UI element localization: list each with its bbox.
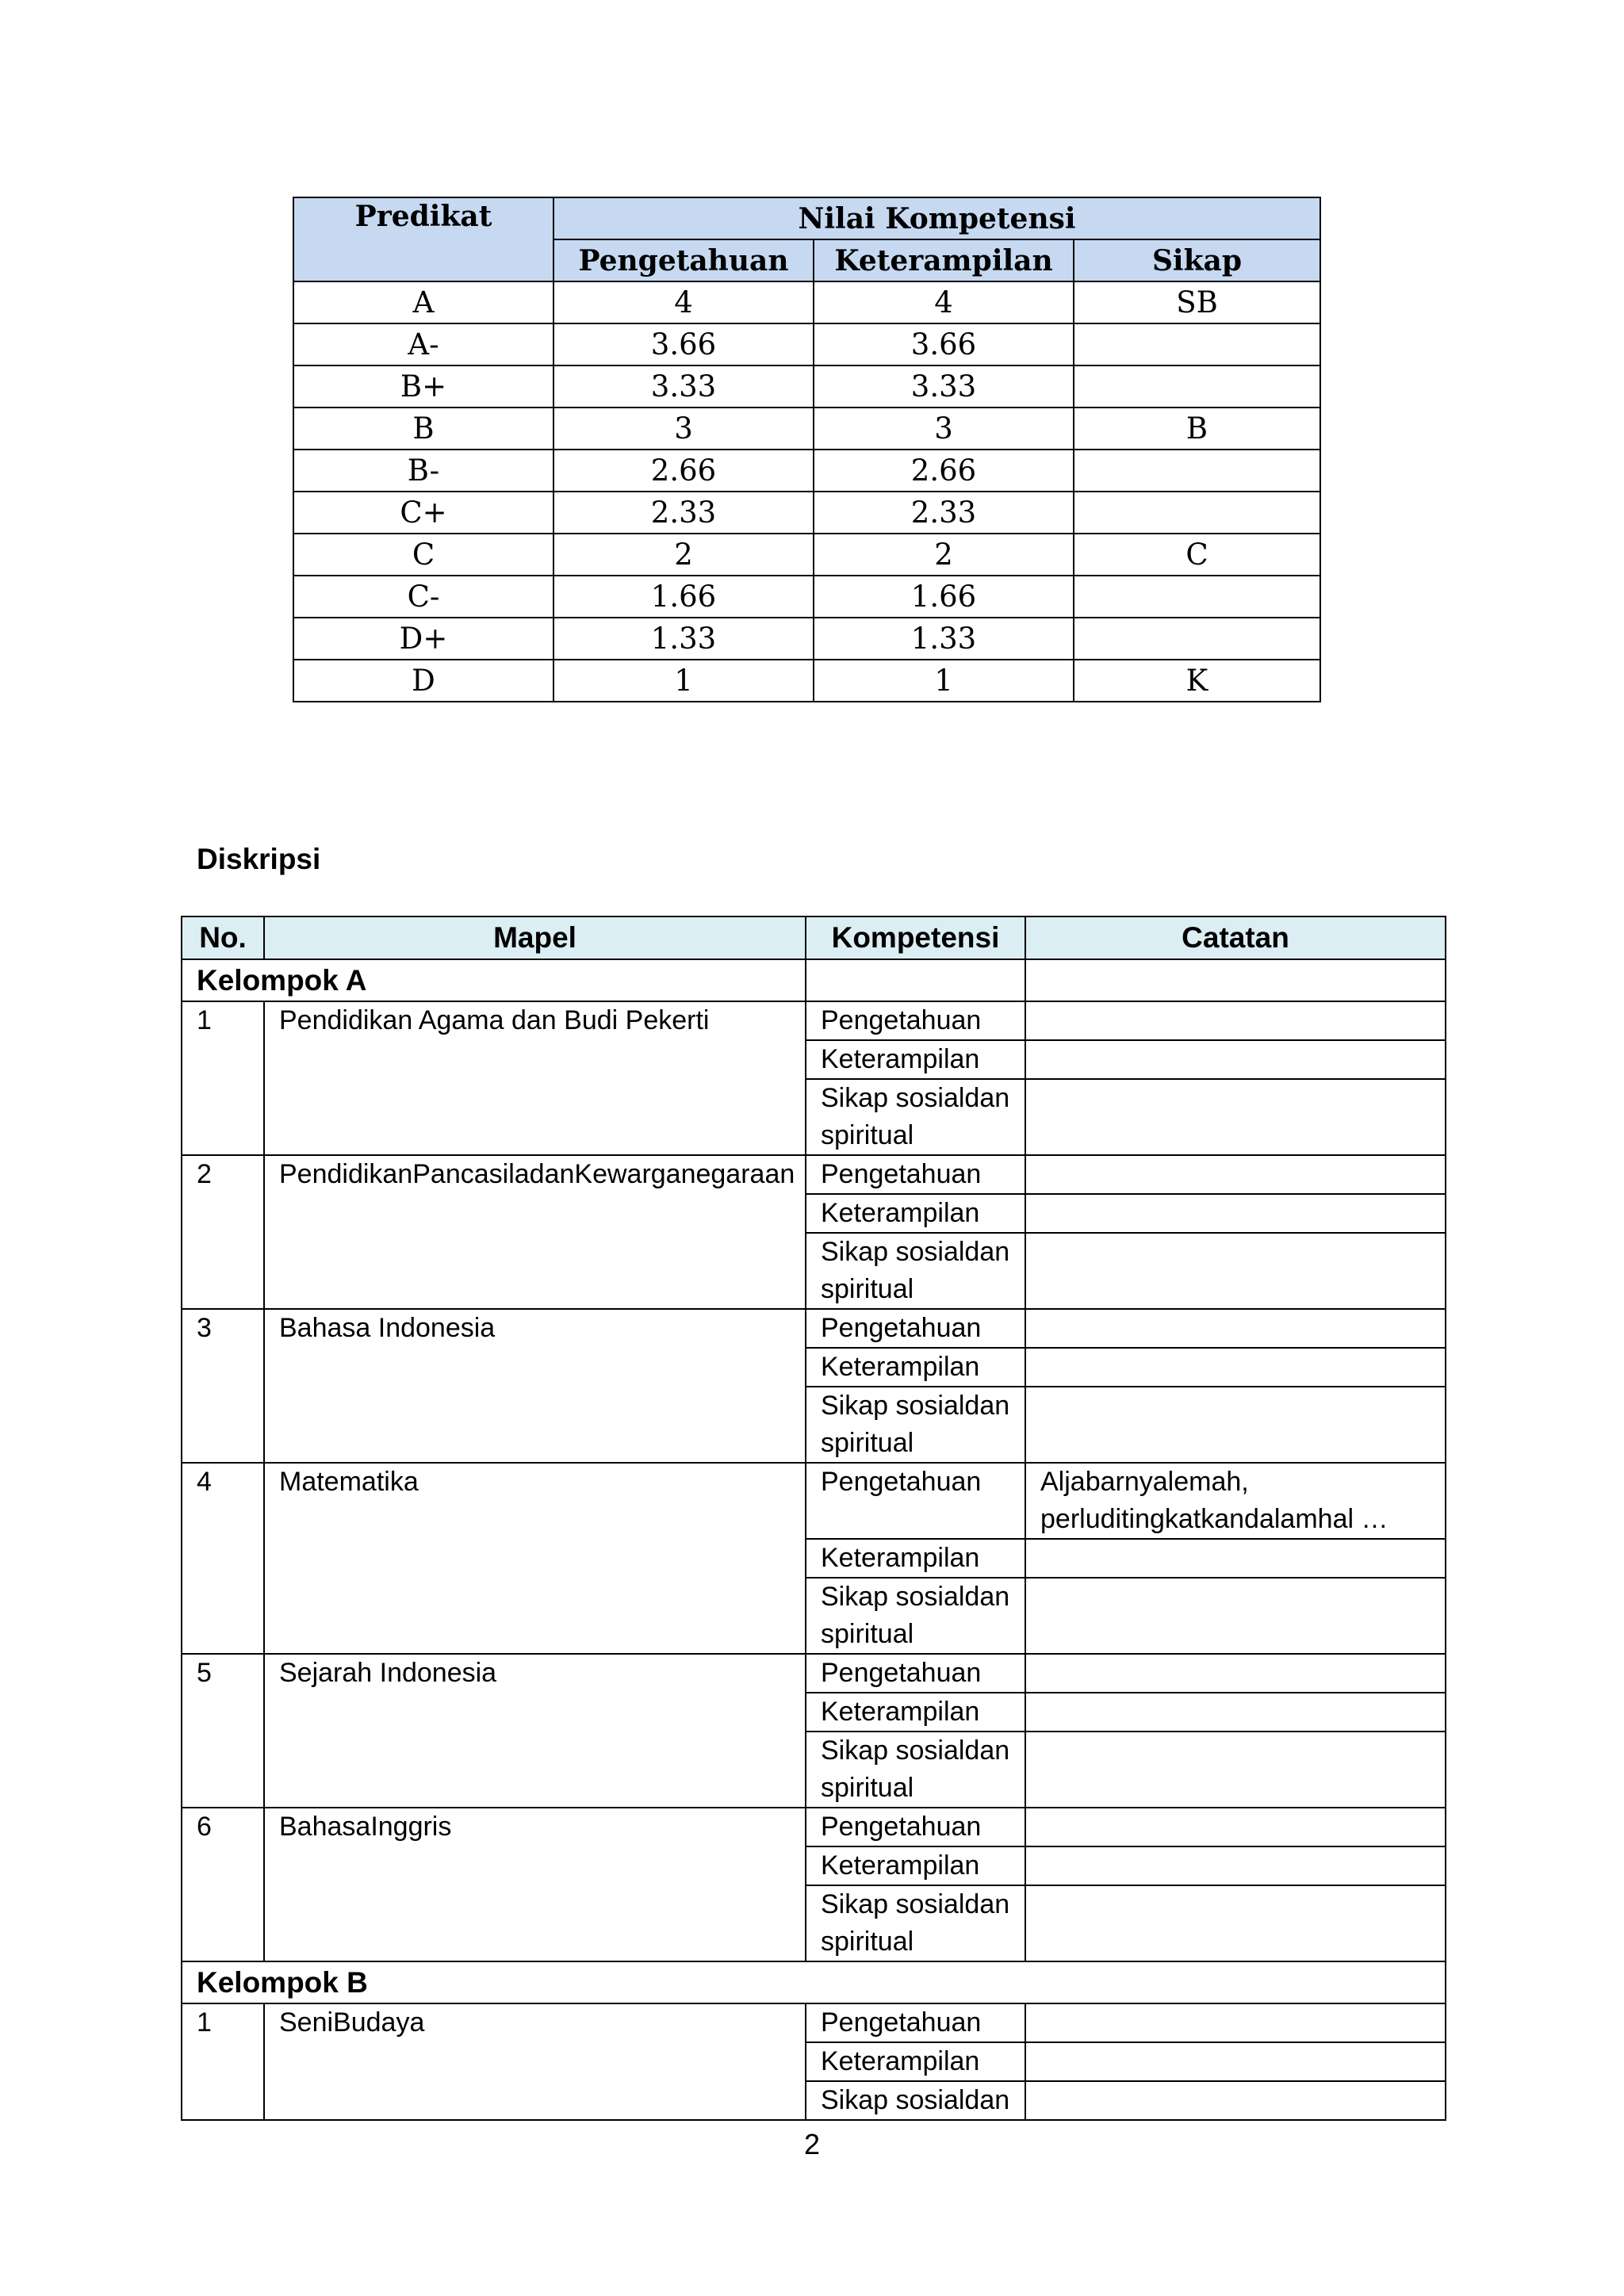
page-number: 2	[803, 2128, 821, 2160]
catatan-cell	[1025, 2042, 1446, 2081]
predikat-cell-keterampilan: 1	[814, 660, 1074, 702]
kompetensi-cell: Keterampilan	[806, 2042, 1025, 2081]
no-header: No.	[182, 916, 264, 959]
subject-name: Bahasa Indonesia	[264, 1309, 806, 1463]
catatan-cell	[1025, 2081, 1446, 2120]
subject-name: Sejarah Indonesia	[264, 1654, 806, 1808]
catatan-cell	[1025, 1387, 1446, 1463]
diskripsi-table-body	[182, 959, 1446, 2120]
catatan-cell	[1025, 1578, 1446, 1654]
subject-number: 6	[182, 1808, 264, 1961]
predikat-cell-sikap	[1074, 576, 1320, 618]
predikat-cell-sikap	[1074, 365, 1320, 408]
keterampilan-header: Keterampilan	[814, 239, 1074, 281]
group-empty-catatan	[1025, 959, 1446, 1001]
predikat-cell-predikat: A	[293, 281, 553, 323]
predikat-row	[293, 408, 1320, 450]
predikat-cell-keterampilan: 2.66	[814, 450, 1074, 492]
predikat-cell-sikap: C	[1074, 534, 1320, 576]
nilai-kompetensi-header: Nilai Kompetensi	[553, 197, 1320, 239]
sikap-header: Sikap	[1074, 239, 1320, 281]
predikat-header: Predikat	[293, 197, 553, 281]
catatan-cell	[1025, 1348, 1446, 1387]
predikat-row	[293, 281, 1320, 323]
predikat-cell-sikap	[1074, 492, 1320, 534]
kompetensi-cell: Sikap sosialdan spiritual	[806, 1079, 1025, 1155]
predikat-cell-pengetahuan: 2.33	[553, 492, 814, 534]
predikat-cell-predikat: A-	[293, 323, 553, 365]
predikat-cell-sikap	[1074, 618, 1320, 660]
kompetensi-cell: Keterampilan	[806, 1194, 1025, 1233]
table-row	[182, 1155, 1446, 1194]
catatan-cell	[1025, 1732, 1446, 1808]
catatan-cell	[1025, 1808, 1446, 1846]
predikat-cell-sikap: K	[1074, 660, 1320, 702]
predikat-cell-predikat: B	[293, 408, 553, 450]
group-row	[182, 1961, 1446, 2003]
kompetensi-cell: Pengetahuan	[806, 1808, 1025, 1846]
predikat-cell-pengetahuan: 3.66	[553, 323, 814, 365]
group-label: Kelompok A	[182, 959, 806, 1001]
predikat-cell-pengetahuan: 1	[553, 660, 814, 702]
catatan-cell	[1025, 1194, 1446, 1233]
predikat-cell-sikap: B	[1074, 408, 1320, 450]
kompetensi-cell: Sikap sosialdan spiritual	[806, 1387, 1025, 1463]
group-label: Kelompok B	[182, 1961, 1446, 2003]
subject-name: PendidikanPancasiladanKewarganegaraan	[264, 1155, 806, 1309]
subject-name: SeniBudaya	[264, 2003, 806, 2120]
predikat-cell-pengetahuan: 2	[553, 534, 814, 576]
predikat-row	[293, 492, 1320, 534]
predikat-table	[293, 197, 1321, 702]
table-row	[182, 1001, 1446, 1040]
predikat-cell-predikat: B-	[293, 450, 553, 492]
predikat-row	[293, 534, 1320, 576]
predikat-cell-predikat: C-	[293, 576, 553, 618]
predikat-row	[293, 450, 1320, 492]
kompetensi-cell: Pengetahuan	[806, 1309, 1025, 1348]
kompetensi-cell: Sikap sosialdan	[806, 2081, 1025, 2120]
table-row	[182, 2003, 1446, 2042]
subject-name: BahasaInggris	[264, 1808, 806, 1961]
predikat-cell-keterampilan: 3.66	[814, 323, 1074, 365]
table-row	[182, 1463, 1446, 1539]
predikat-cell-keterampilan: 4	[814, 281, 1074, 323]
kompetensi-cell: Sikap sosialdan spiritual	[806, 1885, 1025, 1961]
kompetensi-cell: Keterampilan	[806, 1040, 1025, 1079]
table-row	[182, 1309, 1446, 1348]
diskripsi-table	[181, 916, 1446, 2121]
subject-number: 3	[182, 1309, 264, 1463]
pengetahuan-header: Pengetahuan	[553, 239, 814, 281]
predikat-cell-pengetahuan: 3.33	[553, 365, 814, 408]
predikat-cell-pengetahuan: 1.33	[553, 618, 814, 660]
kompetensi-cell: Pengetahuan	[806, 1001, 1025, 1040]
subject-number: 5	[182, 1654, 264, 1808]
predikat-cell-keterampilan: 2	[814, 534, 1074, 576]
predikat-cell-pengetahuan: 4	[553, 281, 814, 323]
subject-name: Matematika	[264, 1463, 806, 1654]
catatan-cell	[1025, 1233, 1446, 1309]
predikat-row	[293, 576, 1320, 618]
kompetensi-cell: Pengetahuan	[806, 1654, 1025, 1693]
kompetensi-cell: Sikap sosialdan spiritual	[806, 1578, 1025, 1654]
predikat-row	[293, 660, 1320, 702]
catatan-cell	[1025, 1001, 1446, 1040]
catatan-cell	[1025, 2003, 1446, 2042]
predikat-cell-predikat: D+	[293, 618, 553, 660]
catatan-cell	[1025, 1885, 1446, 1961]
catatan-cell	[1025, 1846, 1446, 1885]
predikat-cell-predikat: D	[293, 660, 553, 702]
predikat-cell-predikat: C+	[293, 492, 553, 534]
kompetensi-cell: Sikap sosialdan spiritual	[806, 1233, 1025, 1309]
group-empty-kompetensi	[806, 959, 1025, 1001]
subject-number: 2	[182, 1155, 264, 1309]
subject-name: Pendidikan Agama dan Budi Pekerti	[264, 1001, 806, 1155]
kompetensi-cell: Keterampilan	[806, 1348, 1025, 1387]
predikat-row	[293, 618, 1320, 660]
predikat-cell-keterampilan: 1.66	[814, 576, 1074, 618]
predikat-cell-predikat: C	[293, 534, 553, 576]
subject-number: 1	[182, 2003, 264, 2120]
predikat-cell-sikap: SB	[1074, 281, 1320, 323]
predikat-cell-keterampilan: 3.33	[814, 365, 1074, 408]
predikat-cell-keterampilan: 3	[814, 408, 1074, 450]
kompetensi-cell: Pengetahuan	[806, 1155, 1025, 1194]
predikat-row	[293, 323, 1320, 365]
kompetensi-cell: Pengetahuan	[806, 2003, 1025, 2042]
section-title-diskripsi: Diskripsi	[197, 843, 321, 875]
table-row	[182, 1654, 1446, 1693]
predikat-cell-predikat: B+	[293, 365, 553, 408]
subject-number: 1	[182, 1001, 264, 1155]
predikat-cell-pengetahuan: 2.66	[553, 450, 814, 492]
mapel-header: Mapel	[264, 916, 806, 959]
catatan-cell	[1025, 1693, 1446, 1732]
catatan-cell	[1025, 1079, 1446, 1155]
predikat-cell-pengetahuan: 1.66	[553, 576, 814, 618]
catatan-header: Catatan	[1025, 916, 1446, 959]
predikat-cell-keterampilan: 2.33	[814, 492, 1074, 534]
predikat-cell-keterampilan: 1.33	[814, 618, 1074, 660]
kompetensi-cell: Keterampilan	[806, 1693, 1025, 1732]
predikat-cell-pengetahuan: 3	[553, 408, 814, 450]
catatan-cell	[1025, 1654, 1446, 1693]
subject-number: 4	[182, 1463, 264, 1654]
predikat-cell-sikap	[1074, 323, 1320, 365]
group-row	[182, 959, 1446, 1001]
catatan-cell	[1025, 1155, 1446, 1194]
catatan-cell	[1025, 1309, 1446, 1348]
catatan-cell	[1025, 1539, 1446, 1578]
catatan-cell	[1025, 1040, 1446, 1079]
kompetensi-cell: Sikap sosialdan spiritual	[806, 1732, 1025, 1808]
kompetensi-header: Kompetensi	[806, 916, 1025, 959]
kompetensi-cell: Keterampilan	[806, 1539, 1025, 1578]
predikat-row	[293, 365, 1320, 408]
kompetensi-cell: Keterampilan	[806, 1846, 1025, 1885]
table-row	[182, 1808, 1446, 1846]
catatan-cell: Aljabarnyalemah, perluditingkatkandalamhal …	[1025, 1463, 1446, 1539]
predikat-table-body	[293, 281, 1320, 702]
predikat-cell-sikap	[1074, 450, 1320, 492]
kompetensi-cell: Pengetahuan	[806, 1463, 1025, 1539]
